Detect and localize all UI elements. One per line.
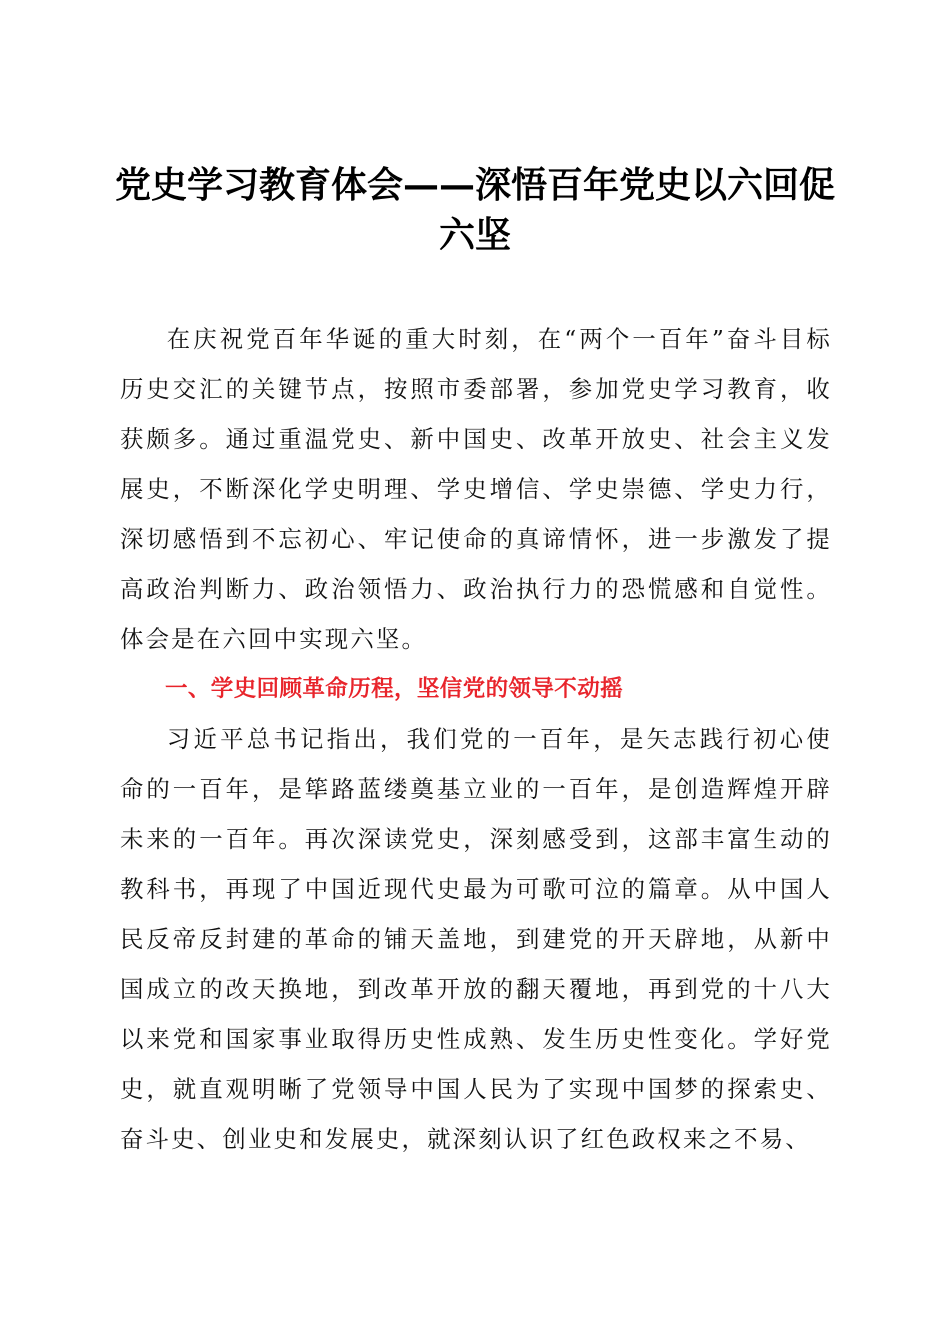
document-body [120, 314, 832, 1164]
section-heading-1: 一、学史回顾革命历程，坚信党的领导不动摇 [165, 676, 624, 702]
document-title: 党史学习教育体会——深悟百年党史以六回促六坚 [114, 164, 835, 256]
intro-paragraph: 在庆祝党百年华诞的重大时刻，在“两个一百年”奋斗目标历史交汇的关键节点，按照市委部署，参加党史学习教育，收获颇多。通过重温党史、新中国史、改革开放史、社会主义发展史，不断深化学史明理、学史增信、学史崇德、学史力行，深切感悟到不忘初心、牢记使命的真谛情怀，进一步激发了提高政治判断力、政治领悟力、政治执行力的恐慌感和自觉性。体会是在六回中实现六坚。 [120, 325, 832, 653]
section-1-paragraph: 习近平总书记指出，我们党的一百年，是矢志践行初心使命的一百年，是筚路蓝缕奠基立业的一百年，是创造辉煌开辟未来的一百年。再次深读党史，深刻感受到，这部丰富生动的教科书，再现了中国近现代史最为可歌可泣的篇章。从中国人民反帝反封建的革命的铺天盖地，到建党的开天辟地，从新中国成立的改天换地，到改革开放的翻天覆地，再到党的十八大以来党和国家事业取得历史性成熟、发生历史性变化。学好党史，就直观明晰了党领导中国人民为了实现中国梦的探索史、奋斗史、创业史和发展史，就深刻认识了红色政权来之不易、 [120, 725, 832, 1153]
